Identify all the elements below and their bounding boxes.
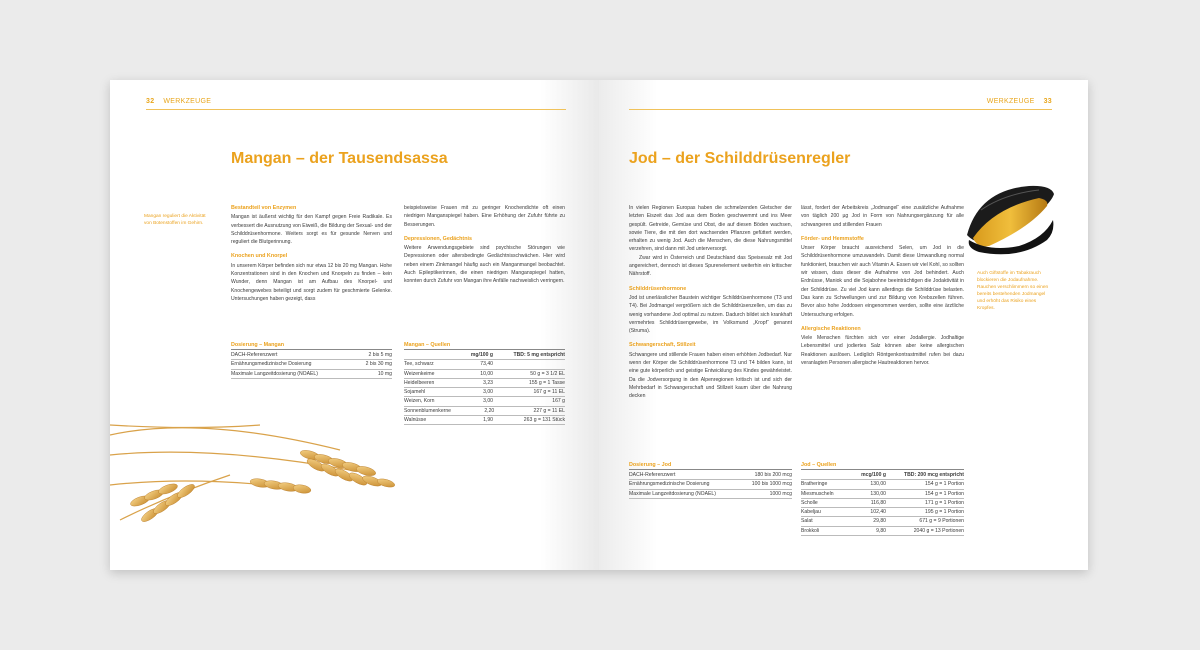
table-row: Kabeljau 102,40 195 g = 1 Portion — [801, 508, 964, 517]
book-spread — [110, 80, 1088, 570]
text-column-2 — [801, 204, 964, 367]
paragraph: Zwar wird in Österreich und Deutschland das Speisesalz mit Jod angereichert, dennoch ist dieses Spurenelement weiterhin ein kritischer Nährstoff. — [629, 254, 792, 278]
header-rule — [146, 109, 566, 110]
table-row: Ernährungsmedizinische Dosierung 100 bis 1000 mcg — [629, 480, 792, 489]
table-title: Mangan – Quellen — [404, 342, 565, 350]
sources-table — [404, 342, 565, 425]
table-row: Miesmuscheln 130,00 154 g = 1 Portion — [801, 490, 964, 499]
table-row: Sonnenblumenkerne 2,20 227 g = 11 EL — [404, 407, 565, 416]
header-rule — [629, 109, 1052, 110]
section-name: WERKZEUGE — [986, 98, 1035, 105]
section-heading: Knochen und Knorpel — [231, 253, 288, 260]
paragraph: beispielsweise Frauen mit zu geringer Knochendichte oft einen niedrigen Manganspiegel haben. Eine Erhöhung der Zufuhr führte zu Besserungen. — [404, 205, 565, 228]
table-title: Jod – Quellen — [801, 462, 964, 470]
table-row: Walnüsse 1,90 263 g = 131 Stück — [404, 416, 565, 425]
paragraph: In vielen Regionen Europas haben die schmelzenden Gletscher der letzten Eiszeit das Jod aus dem Boden geschwemmt und ins Meer gespült. Getreide, Gemüse und Obst, die auf diesen Böden wachsen, sowie Tiere, die mit den dort wachsenden Pflanzen gefüttert werden, erhalten zu wenig Jod. Auch die Menschen, die diese Nahrungsmittel verzehren, sind dann mit Jod unterversorgt. — [629, 205, 792, 253]
wheat-image — [110, 395, 410, 545]
paragraph: In unserem Körper befinden sich nur etwa 12 bis 20 mg Mangan. Hohe Konzentrationen sind in den Knochen und Knorpeln zu finden – kein Wunder, denn Mangan ist am Aufbau des Knorpel- und Knochengewebes beteiligt und sorgt zudem für geschmierte Gelenke. Untersuchungen haben gezeigt, dass — [231, 262, 392, 302]
section-heading: Förder- und Hemmstoffe — [801, 235, 864, 242]
paragraph: Unser Körper braucht ausreichend Selen, um Jod in die Schilddrüsenhormone umzuwandeln. Damit diese Umwandlung normal funktioniert, brauchen wir auch Vitamin A. Essen wir viel Kohl, so sollten wir wissen, dass dieser die Aufnahme von Jod behindert. Auch Erdnüsse, Maniok und die Sojabohne beeinträchtigen die Jodaktivität in der Schilddrüse. Zu viel Jod kann allerdings die Schilddrüse belasten. Das kann zu Schwellungen und zur Bildung von Krebszellen führen. Bevor also hohe Joddosen eingenommen werden, sollte eine ärztliche Untersuchung erfolgen. — [801, 245, 964, 318]
text-column-1 — [629, 204, 792, 401]
text-column-2 — [404, 204, 565, 286]
table-title: Dosierung – Jod — [629, 462, 792, 470]
section-name: WERKZEUGE — [163, 98, 212, 105]
table-row: DACH-Referenzwert 180 bis 200 mcg — [629, 471, 792, 480]
table-row: Maximale Langzeitdosierung (NOAEL) 1000 mcg — [629, 490, 792, 499]
section-heading: Schwangerschaft, Stillzeit — [629, 342, 696, 349]
page-title: Mangan – der Tausendsassa — [231, 150, 448, 167]
sources-table — [801, 462, 964, 536]
dosage-table — [231, 342, 392, 379]
table-row: Maximale Langzeitdosierung (NOAEL) 10 mg — [231, 370, 392, 379]
right-page — [599, 80, 1088, 570]
table-row: Bratheringe 130,00 154 g = 1 Portion — [801, 480, 964, 489]
page-number: 33 — [1043, 98, 1052, 105]
paragraph: Jod ist unerlässlicher Baustein wichtiger Schilddrüsenhormone (T3 und T4). Bei Jodmangel vergrößern sich die Schilddrüsenzellen, um das zu wenig vorhandene Jod optimal zu nutzen. Dadurch bildet sich krankhaft vermehrtes Schilddrüsengewebe, im Volksmund „Kropf“ genannt (Struma). — [629, 294, 792, 335]
running-header-left — [146, 98, 211, 105]
paragraph: lässt, fordert der Arbeitskreis „Jodmangel“ eine zusätzliche Aufnahme von täglich 200 µg Jod in Form von Nahrungsergänzung für alle schwangeren und stillenden Frauen — [801, 205, 964, 228]
table-row: Weizen, Korn 3,00 167 g — [404, 397, 565, 406]
table-row: DACH-Referenzwert 2 bis 5 mg — [231, 351, 392, 360]
dosage-table — [629, 462, 792, 499]
table-header-row: mg/100 g TBD: 5 mg entspricht — [404, 351, 565, 360]
table-row: Brokkoli 9,80 2040 g = 13 Portionen — [801, 527, 964, 536]
table-row: Weizenkeime 10,00 50 g = 3 1/2 EL — [404, 370, 565, 379]
paragraph: Viele Menschen fürchten sich vor einer Jodallergie. Jodhaltige Lebensmittel und jodiertes Salz können aber keine allergischen Reaktionen auslösen. Lediglich Röntgenkontrastmittel rufen bei dazu veranlagten Personen allergische Hautreaktionen hervor. — [801, 335, 964, 367]
section-heading: Depressionen, Gedächtnis — [404, 235, 473, 242]
margin-note: Auch Giftstoffe im Tabakrauch blockieren die Jodaufnahme. Rauchen verschlimmern so einen bereits bestehenden Jodmangel und erhöht das Risiko eines Kropfes. — [977, 271, 1049, 311]
table-title: Dosierung – Mangan — [231, 342, 392, 350]
paragraph: Weitere Anwendungsgebiete sind psychische Störungen wie Depressionen oder altersbedingte Gedächtnisschwächen. Hier wird neben einem Zinkmangel häufig auch ein Manganmangel beobachtet. Auch Epileptikerinnen, die einen niedrigen Manganspiegel hatten, konnten durch Zufuhr von Mangan ihre Anfälle nachweislich verringern. — [404, 245, 565, 285]
paragraph: Mangan ist äußerst wichtig für den Kampf gegen Freie Radikale. Es verbessert die Ausnutzung von Eiweiß, die Bildung der Sexual- und der Schilddrüsenhormone. Weiters sorgt es für gesunde Nerven und reguliert die Blutgerinnung. — [231, 214, 392, 246]
page-number: 32 — [146, 98, 155, 105]
table-row: Tee, schwarz 73,40 — [404, 360, 565, 369]
section-heading: Bestandteil von Enzymen — [231, 205, 297, 211]
table-row: Ernährungsmedizinische Dosierung 2 bis 30 mg — [231, 360, 392, 369]
text-column-1 — [231, 204, 392, 303]
table-row: Sojamehl 3,00 167 g = 11 EL — [404, 388, 565, 397]
section-heading: Allergische Reaktionen — [801, 325, 861, 332]
margin-note: Mangan reguliert die Aktivität von Botenstoffen im Gehirn. — [144, 214, 206, 226]
page-title: Jod – der Schilddrüsenregler — [629, 150, 851, 167]
mussel-image — [959, 180, 1059, 260]
table-header-row: mcg/100 g TBD: 200 mcg entspricht — [801, 471, 964, 480]
table-row: Scholle 116,80 171 g = 1 Portion — [801, 499, 964, 508]
table-row: Heidelbeeren 3,23 155 g = 1 Tasse — [404, 379, 565, 388]
section-heading: Schilddrüsenhormone — [629, 285, 687, 292]
left-page — [110, 80, 599, 570]
paragraph: Schwangere und stillende Frauen haben einen erhöhten Jodbedarf. Nur wenn der Körper die Schilddrüsenhormone T3 und T4 bilden kann, ist eine gute körperlich und geistige Entwicklung des Kindes gewährleistet. Da die Jodversorgung in den Alpenregionen kritisch ist und sich der Mehrbedarf in Schwangerschaft und Stillzeit kaum über die Nahrung decken — [629, 351, 792, 400]
table-row: Salat 29,80 671 g = 9 Portionen — [801, 517, 964, 526]
running-header-right — [987, 98, 1052, 105]
